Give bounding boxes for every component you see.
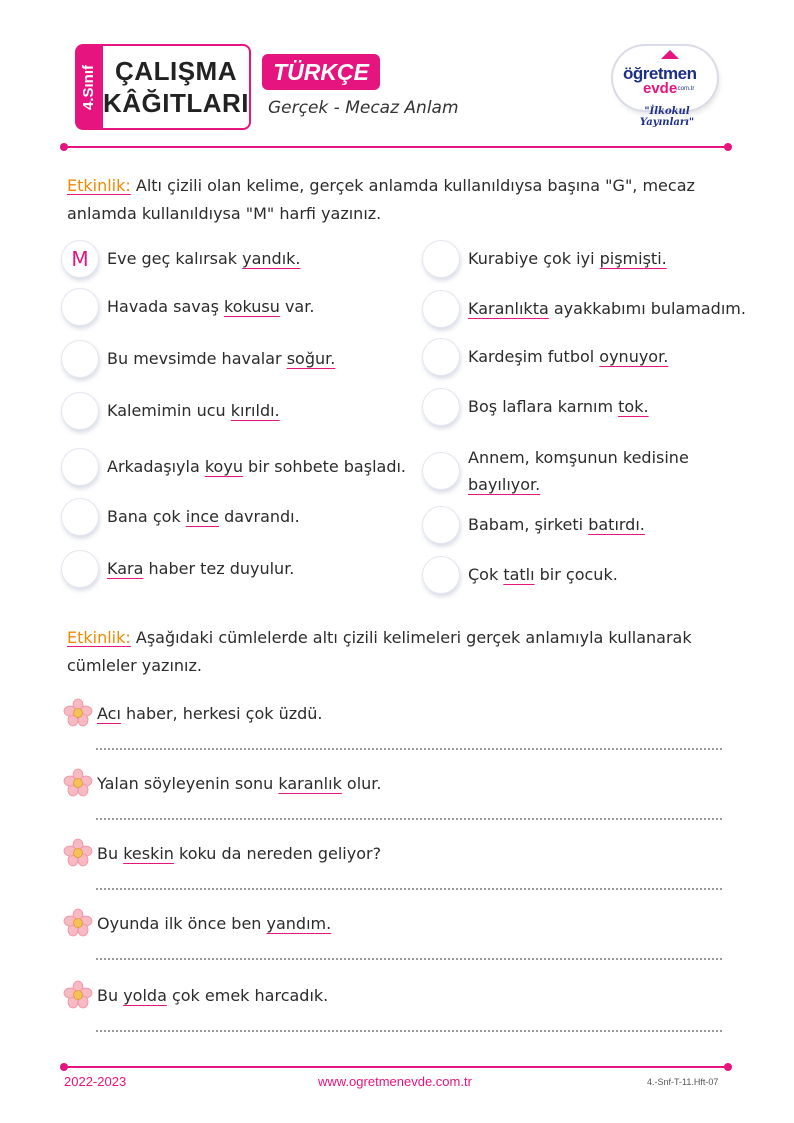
activity2-instruction — [67, 624, 727, 680]
underlined-word: Karanlıkta — [468, 299, 549, 318]
answer-circle[interactable] — [61, 392, 99, 430]
writing-item — [63, 838, 381, 868]
answer-line[interactable] — [96, 748, 722, 750]
question-text — [107, 346, 335, 372]
question-pre: Bana çok — [107, 507, 186, 526]
question-item — [422, 506, 645, 544]
logo-brand-top: öğretmen — [623, 64, 697, 83]
topic-title: Gerçek - Mecaz Anlam — [268, 98, 459, 118]
sentence-text — [97, 844, 381, 863]
question-text — [468, 296, 746, 322]
publisher-logo — [605, 40, 723, 130]
question-post: bir sohbete başladı. — [242, 457, 407, 476]
underlined-word: bayılıyor. — [468, 475, 541, 494]
writing-item — [63, 768, 381, 798]
writing-item — [63, 908, 331, 938]
question-post: bir çocuk. — [534, 565, 618, 584]
sentence-text — [97, 704, 323, 723]
question-item — [422, 388, 649, 426]
question-text — [107, 398, 280, 424]
question-pre: Çok — [468, 565, 504, 584]
flower-icon — [63, 980, 93, 1010]
underlined-word: Kara — [107, 559, 144, 578]
underlined-word: keskin — [123, 843, 174, 863]
answer-circle[interactable] — [61, 340, 99, 378]
underlined-word: tatlı — [503, 565, 535, 584]
answer-circle[interactable] — [61, 498, 99, 536]
sentence-text — [97, 914, 331, 933]
underlined-word: tok. — [618, 397, 649, 416]
answer-circle[interactable] — [61, 550, 99, 588]
answer-circle[interactable] — [61, 288, 99, 326]
answer-line[interactable] — [96, 958, 722, 960]
answer-circle[interactable] — [422, 452, 460, 490]
question-text — [468, 562, 618, 588]
underlined-word: koyu — [204, 457, 243, 476]
footer-year: 2022-2023 — [64, 1074, 127, 1089]
logo-tagline: "İlkokul Yayınları" — [639, 106, 695, 128]
flower-icon — [63, 908, 93, 938]
question-text — [468, 512, 645, 538]
footer-divider — [64, 1066, 728, 1068]
sentence-text — [97, 774, 381, 793]
flower-icon — [63, 768, 93, 798]
question-pre: Kurabiye çok iyi — [468, 249, 600, 268]
activity1-label: Etkinlik: — [67, 176, 131, 195]
question-item — [61, 498, 300, 536]
question-text — [468, 246, 667, 272]
underlined-word: yandık. — [242, 249, 301, 268]
sentence-text — [97, 986, 328, 1005]
logo-brand-bottom: evde — [643, 80, 678, 97]
question-pre: Kalemimin ucu — [107, 401, 231, 420]
answer-circle[interactable] — [422, 290, 460, 328]
question-item — [422, 556, 618, 594]
question-text — [107, 556, 294, 582]
question-post: davrandı. — [218, 507, 300, 526]
title-line-2: KÂĞITLARI — [102, 88, 250, 118]
question-pre: Boş laflara karnım — [468, 397, 619, 416]
question-item — [61, 288, 314, 326]
question-item — [61, 240, 301, 278]
underlined-word: Acı — [97, 703, 121, 723]
answer-circle[interactable] — [422, 556, 460, 594]
activity2-label: Etkinlik: — [67, 628, 131, 647]
question-pre: Kardeşim futbol — [468, 347, 600, 366]
worksheet-title — [101, 44, 251, 130]
question-item — [422, 338, 668, 376]
question-line: Annem, komşunun kedisine — [468, 448, 689, 467]
writing-item — [63, 698, 323, 728]
question-item — [61, 392, 280, 430]
question-pre: Arkadaşıyla — [107, 457, 205, 476]
header-divider — [64, 146, 728, 148]
answer-line[interactable] — [96, 1030, 722, 1032]
underlined-word: kırıldı. — [230, 401, 280, 420]
sentence-part: Bu — [97, 843, 124, 863]
underlined-word: ince — [185, 507, 219, 526]
answer-circle[interactable] — [422, 506, 460, 544]
answer-line[interactable] — [96, 818, 722, 820]
sentence-part: Bu — [97, 985, 124, 1005]
question-item — [422, 240, 667, 278]
question-post: ayakkabımı bulamadım. — [548, 299, 746, 318]
underlined-word: kokusu — [224, 297, 280, 316]
question-item — [61, 448, 406, 486]
grade-label: 4.Sınıf — [79, 64, 97, 110]
question-pre: Babam, şirketi — [468, 515, 589, 534]
question-item — [422, 290, 746, 328]
activity1-instruction — [67, 172, 727, 228]
activity2-text: Aşağıdaki cümlelerde altı çizili kelimeleri gerçek anlamıyla kullanarak cümleler yazınız. — [67, 628, 692, 675]
activity1-text: Altı çizili olan kelime, gerçek anlamda kullanıldıysa başına "G", mecaz anlamda kullanıldıysa "M" harfi yazınız. — [67, 176, 695, 223]
flower-icon — [63, 698, 93, 728]
answer-circle[interactable] — [422, 338, 460, 376]
footer-url[interactable]: www.ogretmenevde.com.tr — [318, 1074, 472, 1089]
subject-badge: TÜRKÇE — [262, 54, 380, 90]
underlined-word: yandım. — [266, 913, 332, 933]
sentence-part: Oyunda ilk önce ben — [97, 913, 267, 933]
grade-tab — [75, 44, 101, 130]
house-roof-icon — [661, 50, 679, 59]
underlined-word: yolda — [123, 985, 167, 1005]
question-text — [468, 344, 668, 370]
flower-icon — [63, 838, 93, 868]
footer-code: 4.-Snf-T-11.Hft-07 — [647, 1077, 719, 1087]
title-line-1: ÇALIŞMA — [115, 56, 237, 86]
question-text — [107, 454, 406, 480]
underlined-word: karanlık — [278, 773, 342, 793]
question-text — [468, 394, 649, 420]
answer-circle[interactable] — [422, 388, 460, 426]
underlined-word: batırdı. — [588, 515, 645, 534]
question-item — [61, 550, 294, 588]
writing-item — [63, 980, 328, 1010]
underlined-word: soğur. — [286, 349, 336, 368]
question-post: var. — [279, 297, 315, 316]
sentence-part: Yalan söyleyenin sonu — [97, 773, 279, 793]
question-pre: Bu mevsimde havalar — [107, 349, 287, 368]
question-item — [422, 444, 689, 498]
sentence-part: haber, herkesi çok üzdü. — [120, 703, 323, 723]
sentence-part: olur. — [341, 773, 382, 793]
answer-circle[interactable] — [422, 240, 460, 278]
underlined-word: oynuyor. — [599, 347, 669, 366]
question-pre: Havada savaş — [107, 297, 224, 316]
answer-circle[interactable] — [61, 448, 99, 486]
question-text — [107, 294, 314, 320]
sentence-part: çok emek harcadık. — [166, 985, 329, 1005]
underlined-word: pişmişti. — [599, 249, 667, 268]
question-post: haber tez duyulur. — [143, 559, 295, 578]
question-item — [61, 340, 335, 378]
logo-domain: .com.tr — [676, 86, 695, 92]
question-pre: Eve geç kalırsak — [107, 249, 243, 268]
answer-line[interactable] — [96, 888, 722, 890]
question-text — [468, 444, 689, 498]
question-text — [107, 246, 301, 272]
answer-circle[interactable]: M — [61, 240, 99, 278]
question-text — [107, 504, 300, 530]
sentence-part: koku da nereden geliyor? — [173, 843, 382, 863]
